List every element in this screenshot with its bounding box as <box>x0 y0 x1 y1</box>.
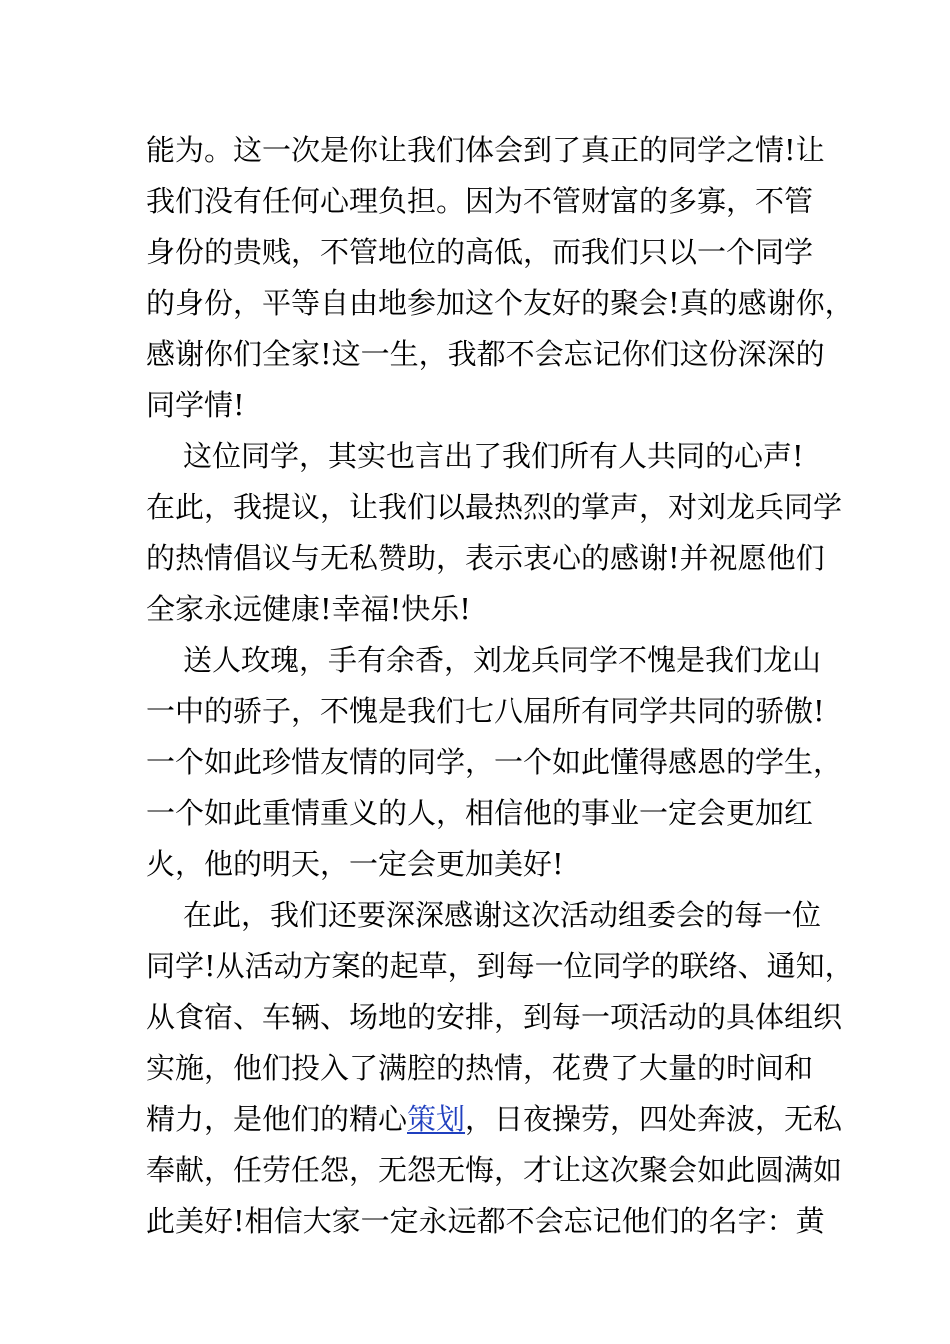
text-line: 一个如此重情重义的人，相信他的事业一定会更加红 <box>146 796 814 830</box>
text-line: 我们没有任何心理负担。因为不管财富的多寡，不管 <box>146 184 814 218</box>
text-line: 感谢你们全家!这一生，我都不会忘记你们这份深深的 <box>146 337 825 371</box>
text-line: 一中的骄子，不愧是我们七八届所有同学共同的骄傲! <box>146 694 825 728</box>
text-line: 的热情倡议与无私赞助，表示衷心的感谢!并祝愿他们 <box>146 541 825 575</box>
text-line: 在此，我提议，让我们以最热烈的掌声，对刘龙兵同学 <box>146 490 843 524</box>
paragraph-first-line: 送人玫瑰，手有余香，刘龙兵同学不愧是我们龙山 <box>183 643 822 677</box>
text-line: 从食宿、车辆、场地的安排，到每一项活动的具体组织 <box>146 1000 843 1034</box>
text-line: 实施，他们投入了满腔的热情，花费了大量的时间和 <box>146 1051 814 1085</box>
text-line-with-link <box>146 1094 843 1145</box>
text-line: 的身份，平等自由地参加这个友好的聚会!真的感谢你， <box>146 286 854 320</box>
planning-link[interactable]: 策划 <box>407 1102 466 1136</box>
paragraph-first-line: 在此，我们还要深深感谢这次活动组委会的每一位 <box>183 898 822 932</box>
text-line: 奉献，任劳任怨，无怨无悔，才让这次聚会如此圆满如 <box>146 1153 843 1187</box>
text-line: 同学!从活动方案的起草，到每一位同学的联络、通知， <box>146 949 854 983</box>
text-line: 身份的贵贱，不管地位的高低，而我们只以一个同学 <box>146 235 814 269</box>
text-line: 一个如此珍惜友情的同学，一个如此懂得感恩的学生， <box>146 745 843 779</box>
paragraph-first-line: 这位同学，其实也言出了我们所有人共同的心声! <box>183 439 804 473</box>
text-line: 此美好!相信大家一定永远都不会忘记他们的名字：黄 <box>146 1204 825 1238</box>
text-line: 全家永远健康!幸福!快乐! <box>146 592 471 626</box>
body-text <box>146 125 854 1247</box>
text-segment: 精力，是他们的精心 <box>146 1102 408 1136</box>
text-segment: ，日夜操劳，四处奔波，无私 <box>465 1102 843 1136</box>
text-line: 能为。这一次是你让我们体会到了真正的同学之情!让 <box>146 133 825 167</box>
text-line: 火，他的明天，一定会更加美好! <box>146 847 564 881</box>
text-line: 同学情! <box>146 388 245 422</box>
